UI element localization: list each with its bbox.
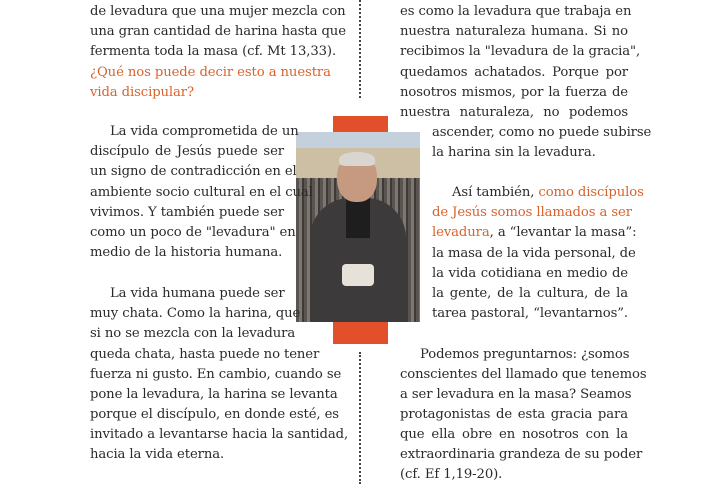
left-column-text-line	[110, 122, 299, 142]
left-column-text-line	[90, 425, 349, 445]
body-text: discípulo de Jesús puede ser	[90, 144, 284, 159]
column-divider-bottom	[359, 352, 361, 484]
body-text: que ella obre en nosotros con la	[400, 427, 628, 442]
body-text: si no se mezcla con la levadura	[90, 326, 296, 341]
body-text: invitado a levantarse hacia la santidad,	[90, 427, 349, 442]
body-text: , a “levantar la masa”:	[489, 225, 637, 240]
right-column-text-line	[400, 22, 628, 42]
left-column-text-line	[90, 83, 194, 103]
left-column-text-line	[90, 22, 346, 42]
body-text: medio de la historia humana.	[90, 245, 283, 260]
right-column-text-line	[432, 203, 632, 223]
body-text: Así también,	[452, 185, 539, 200]
column-divider-top	[359, 0, 361, 98]
body-text: fuerza ni gusto. En cambio, cuando se	[90, 367, 342, 382]
body-text: como un poco de "levadura" en	[90, 225, 296, 240]
right-column-text-line	[400, 2, 632, 22]
left-column-text-line	[90, 223, 296, 243]
left-column-text-line	[90, 345, 318, 365]
right-column-text-line	[400, 42, 641, 62]
left-column-text-line	[90, 63, 331, 83]
body-text: la harina sin la levadura.	[432, 145, 596, 160]
right-column-text-line	[400, 465, 502, 485]
body-text: a ser levadura en la masa? Seamos	[400, 387, 632, 402]
body-text: la vida cotidiana en medio de	[432, 266, 628, 281]
body-text: nosotros mismos, por la fuerza de	[400, 85, 628, 100]
highlighted-text: ¿Qué nos puede decir esto a nuestra	[90, 65, 331, 80]
body-text: quedamos achatados. Porque por	[400, 65, 628, 80]
photo-priest	[296, 132, 420, 322]
left-column-text-line	[90, 142, 284, 162]
body-text: extraordinaria grandeza de su poder	[400, 447, 643, 462]
right-column-text-line	[400, 365, 647, 385]
right-column-text-line	[420, 345, 628, 365]
body-text: ambiente socio cultural en el cual	[90, 185, 313, 200]
body-text: nuestra naturaleza humana. Si no	[400, 24, 628, 39]
body-text: la gente, de la cultura, de la	[432, 286, 628, 301]
left-column-text-line	[90, 2, 346, 22]
body-text: una gran cantidad de harina hasta que	[90, 24, 346, 39]
body-text: conscientes del llamado que tenemos	[400, 367, 647, 382]
left-column-text-line	[110, 284, 284, 304]
highlighted-text: de Jesús somos llamados a ser	[432, 205, 632, 220]
red-bar-bottom	[333, 322, 388, 344]
left-column-text-line	[90, 183, 313, 203]
right-column-text-line	[400, 445, 643, 465]
body-text: muy chata. Como la harina, que	[90, 306, 301, 321]
body-text: (cf. Ef 1,19-20).	[400, 467, 503, 482]
left-column-text-line	[90, 203, 284, 223]
right-column-text-line	[400, 103, 628, 123]
left-column-text-line	[90, 304, 301, 324]
body-text: recibimos la "levadura de la gracia",	[400, 44, 641, 59]
body-text: la masa de la vida personal, de	[432, 246, 636, 261]
body-text: protagonistas de esta gracia para	[400, 407, 628, 422]
body-text: de levadura que una mujer mezcla con	[90, 4, 346, 19]
body-text: La vida humana puede ser	[110, 286, 285, 301]
body-text: tarea pastoral, “levantarnos”.	[432, 306, 628, 321]
body-text: Podemos preguntarnos: ¿somos	[420, 347, 630, 362]
right-column-text-line	[432, 264, 628, 284]
right-column-text-line	[432, 284, 628, 304]
right-column-text-line	[400, 83, 628, 103]
left-column-text-line	[90, 162, 297, 182]
right-column-text-line	[432, 123, 652, 143]
body-text: hacia la vida eterna.	[90, 447, 225, 462]
body-text: pone la levadura, la harina se levanta	[90, 387, 338, 402]
right-column-text-line	[432, 223, 637, 243]
body-text: queda chata, hasta puede no tener	[90, 347, 320, 362]
body-text: es como la levadura que trabaja en	[400, 4, 632, 19]
right-column-text-line	[432, 304, 628, 324]
right-column-text-line	[400, 63, 628, 83]
right-column-text-line	[432, 143, 596, 163]
body-text: ascender, como no puede subirse	[432, 125, 652, 140]
body-text: porque el discípulo, en donde esté, es	[90, 407, 339, 422]
left-column-text-line	[90, 385, 338, 405]
right-column-text-line	[400, 425, 628, 445]
left-column-text-line	[90, 243, 282, 263]
highlighted-text: levadura	[432, 225, 490, 240]
body-text: nuestra naturaleza, no podemos	[400, 105, 628, 120]
left-column-text-line	[90, 365, 342, 385]
body-text: un signo de contradicción en el	[90, 164, 297, 179]
left-column-text-line	[90, 445, 224, 465]
right-column-text-line	[432, 244, 636, 264]
highlighted-text: vida discipular?	[90, 85, 194, 100]
left-column-text-line	[90, 42, 337, 62]
body-text: fermenta toda la masa (cf. Mt 13,33).	[90, 44, 337, 59]
body-text: La vida comprometida de un	[110, 124, 299, 139]
left-column-text-line	[90, 324, 296, 344]
right-column-text-line	[452, 183, 644, 203]
right-column-text-line	[400, 385, 632, 405]
highlighted-text: como discípulos	[538, 185, 644, 200]
left-column-text-line	[90, 405, 339, 425]
right-column-text-line	[400, 405, 628, 425]
red-bar-top	[333, 116, 388, 132]
body-text: vivimos. Y también puede ser	[90, 205, 284, 220]
